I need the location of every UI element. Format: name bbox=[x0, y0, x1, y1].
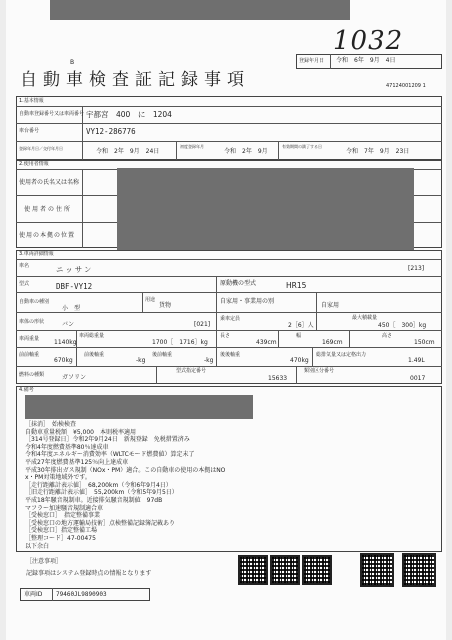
private-commercial-label: 自家用・事業用の別 bbox=[220, 298, 275, 305]
inspection-record-sheet bbox=[6, 0, 446, 640]
length: 439cm bbox=[256, 339, 277, 346]
remarks-line: ［受検窓口の地方運輸局技術］点検整備記録簿記載あり bbox=[25, 519, 176, 527]
reg-number: 宇都宮 400 に 1204 bbox=[86, 110, 172, 119]
remarks-line: 平成27年度燃費基準125％向上達成車 bbox=[25, 458, 129, 466]
fuel: ガソリン bbox=[62, 374, 87, 381]
document-title: 自動車検査証記録事項 bbox=[20, 70, 250, 90]
weight: 1140kg bbox=[54, 339, 77, 346]
section1-heading: 1.基本情報 bbox=[19, 98, 44, 104]
rear-front-axle-label: 後前軸重 bbox=[152, 352, 173, 358]
caution-text: 記録事項はシステム登録時点の情報となります bbox=[26, 570, 152, 577]
displacement: 1.49L bbox=[408, 357, 425, 364]
remarks-line: 令和4年度エネルギー消費効率（WLTCモード燃費値）算定未了 bbox=[25, 451, 195, 459]
base-location-label: 使用の本拠の位置 bbox=[19, 232, 76, 239]
reg-number-label: 自動車登録番号又は車両番号 bbox=[19, 111, 85, 117]
displacement-label: 総排気量又は定格出力 bbox=[316, 352, 367, 358]
front-rear-axle-label: 前後軸重 bbox=[84, 352, 105, 358]
fuel-label: 燃料の種類 bbox=[19, 372, 45, 378]
maker-code: [213] bbox=[408, 265, 425, 272]
capacity-label: 乗車定員 bbox=[220, 316, 241, 322]
max-load: 450［ 300］kg bbox=[378, 322, 427, 329]
engine: HR15 bbox=[286, 281, 307, 290]
rear-front-axle: -kg bbox=[204, 357, 214, 364]
qr-code-5 bbox=[402, 553, 436, 587]
caution-title: ［注意事項］ bbox=[26, 558, 63, 565]
first-reg-sub-value: 令和 2年 9月 bbox=[224, 148, 268, 155]
expiry-value: 令和 7年 9月 23日 bbox=[346, 148, 410, 155]
registration-date-label: 登録年月日 bbox=[299, 58, 325, 64]
chassis-number: VY12-286776 bbox=[86, 127, 136, 136]
user-name-label: 使用者の氏名又は名称 bbox=[19, 179, 80, 186]
rear-axle: 470kg bbox=[290, 357, 309, 364]
maker: ニッサン bbox=[56, 265, 94, 274]
sheet-letter: B bbox=[70, 59, 75, 66]
remarks-line: 平成30年排出ガス規制（NOx・PM）適合。この自動車の使用の本拠はNO bbox=[25, 466, 226, 474]
remarks-line: ［受検窓口］指定整備工場 bbox=[25, 527, 98, 535]
type-designation-label: 型式指定番号 bbox=[176, 368, 207, 374]
qr-code-2 bbox=[270, 555, 300, 585]
kind: 小 型 bbox=[62, 305, 81, 312]
expiry-label: 有効期間の満了する日 bbox=[282, 144, 322, 149]
use: 貨物 bbox=[159, 302, 172, 309]
use-label: 用途 bbox=[145, 297, 156, 303]
length-label: 長さ bbox=[220, 333, 231, 339]
front-axle: 670kg bbox=[54, 357, 73, 364]
front-axle-label: 前前軸重 bbox=[19, 352, 40, 358]
remarks-line: ［旧走行距離計表示値］ 55,200km（令和5年9月5日） bbox=[25, 489, 178, 497]
section4-heading: 4.備考 bbox=[19, 387, 34, 393]
shape-label: 車体の形状 bbox=[19, 319, 45, 325]
remarks-line: ［整理コード］47-00475 bbox=[25, 534, 96, 542]
handwritten-number: 1032 bbox=[333, 26, 404, 56]
registration-date: 令和 6年 9月 4日 bbox=[336, 57, 396, 64]
width-label: 幅 bbox=[296, 333, 302, 339]
remarks-redaction bbox=[25, 395, 253, 419]
document-number: 47124001209 1 bbox=[386, 83, 426, 89]
shape-code: [021] bbox=[194, 321, 211, 328]
remarks-line: マフラー加速騒音規制適合車 bbox=[25, 504, 104, 512]
type-designation: 15633 bbox=[268, 375, 288, 382]
remarks-line: 令和4年度燃費基準80％達成車 bbox=[25, 443, 109, 451]
qr-code-3 bbox=[302, 555, 332, 585]
top-redaction bbox=[50, 0, 350, 20]
first-reg-sub-label: 初度登録年月 bbox=[180, 144, 204, 149]
remarks-line: 平成18年騒音規制車。近接排気騒音規制値 97dB bbox=[25, 496, 163, 504]
model: DBF-VY12 bbox=[56, 282, 93, 291]
front-rear-axle: -kg bbox=[136, 357, 146, 364]
max-load-label: 最大積載量 bbox=[352, 315, 378, 321]
vehicle-id: 79460JL9890903 bbox=[56, 591, 107, 598]
gross-weight-label: 車両総重量 bbox=[79, 333, 105, 339]
remarks-line: ［走行距離計表示値］ 68,200km（令和6年9月4日） bbox=[25, 481, 172, 489]
shape: バン bbox=[62, 321, 75, 328]
engine-label: 原動機の型式 bbox=[220, 280, 257, 287]
maker-label: 車名 bbox=[19, 263, 30, 269]
qr-code-1 bbox=[238, 555, 268, 585]
first-reg-value: 令和 2年 9月 24日 bbox=[96, 148, 160, 155]
width-value: 169cm bbox=[322, 339, 343, 346]
remarks-line: 自動車重量税額 ¥5,000 本則税率適用 bbox=[25, 428, 136, 436]
weight-label: 車両重量 bbox=[19, 336, 40, 342]
gross-weight: 1700［ 1716］kg bbox=[152, 339, 208, 346]
rear-axle-label: 後後軸重 bbox=[220, 352, 241, 358]
chassis-label: 車台番号 bbox=[19, 128, 40, 134]
remarks-line: ［抹消］ 始検検査 bbox=[25, 421, 77, 428]
first-reg-label: 登録年月日／交付年月日 bbox=[19, 146, 63, 151]
section3-heading: 3.車両詳細情報 bbox=[19, 251, 54, 257]
private-commercial: 自家用 bbox=[321, 302, 340, 309]
category-label: 類別区分番号 bbox=[304, 368, 335, 374]
category: 0017 bbox=[410, 375, 426, 382]
capacity: 2［6］人 bbox=[288, 322, 314, 329]
height-value: 150cm bbox=[414, 339, 435, 346]
qr-code-4 bbox=[360, 553, 394, 587]
kind-label: 自動車の種別 bbox=[19, 299, 50, 305]
section2-heading: 2.使用者情報 bbox=[19, 161, 49, 167]
model-label: 型式 bbox=[19, 281, 30, 287]
user-address-label: 使用者の住所 bbox=[24, 206, 73, 213]
vehicle-id-label: 車両ID bbox=[24, 591, 43, 598]
remarks-line: 以下余白 bbox=[25, 542, 50, 550]
height-label: 高さ bbox=[382, 333, 393, 339]
remarks-line: x・PM対策地域外です。 bbox=[25, 474, 91, 482]
remarks-notes bbox=[25, 421, 225, 550]
remarks-line: ［受検窓口］ 指定整備事業 bbox=[25, 512, 101, 520]
remarks-line: ［314号登録日］令和2年9月24日 新規登録 免税措置済み bbox=[25, 436, 190, 444]
user-info-redaction bbox=[117, 168, 414, 250]
